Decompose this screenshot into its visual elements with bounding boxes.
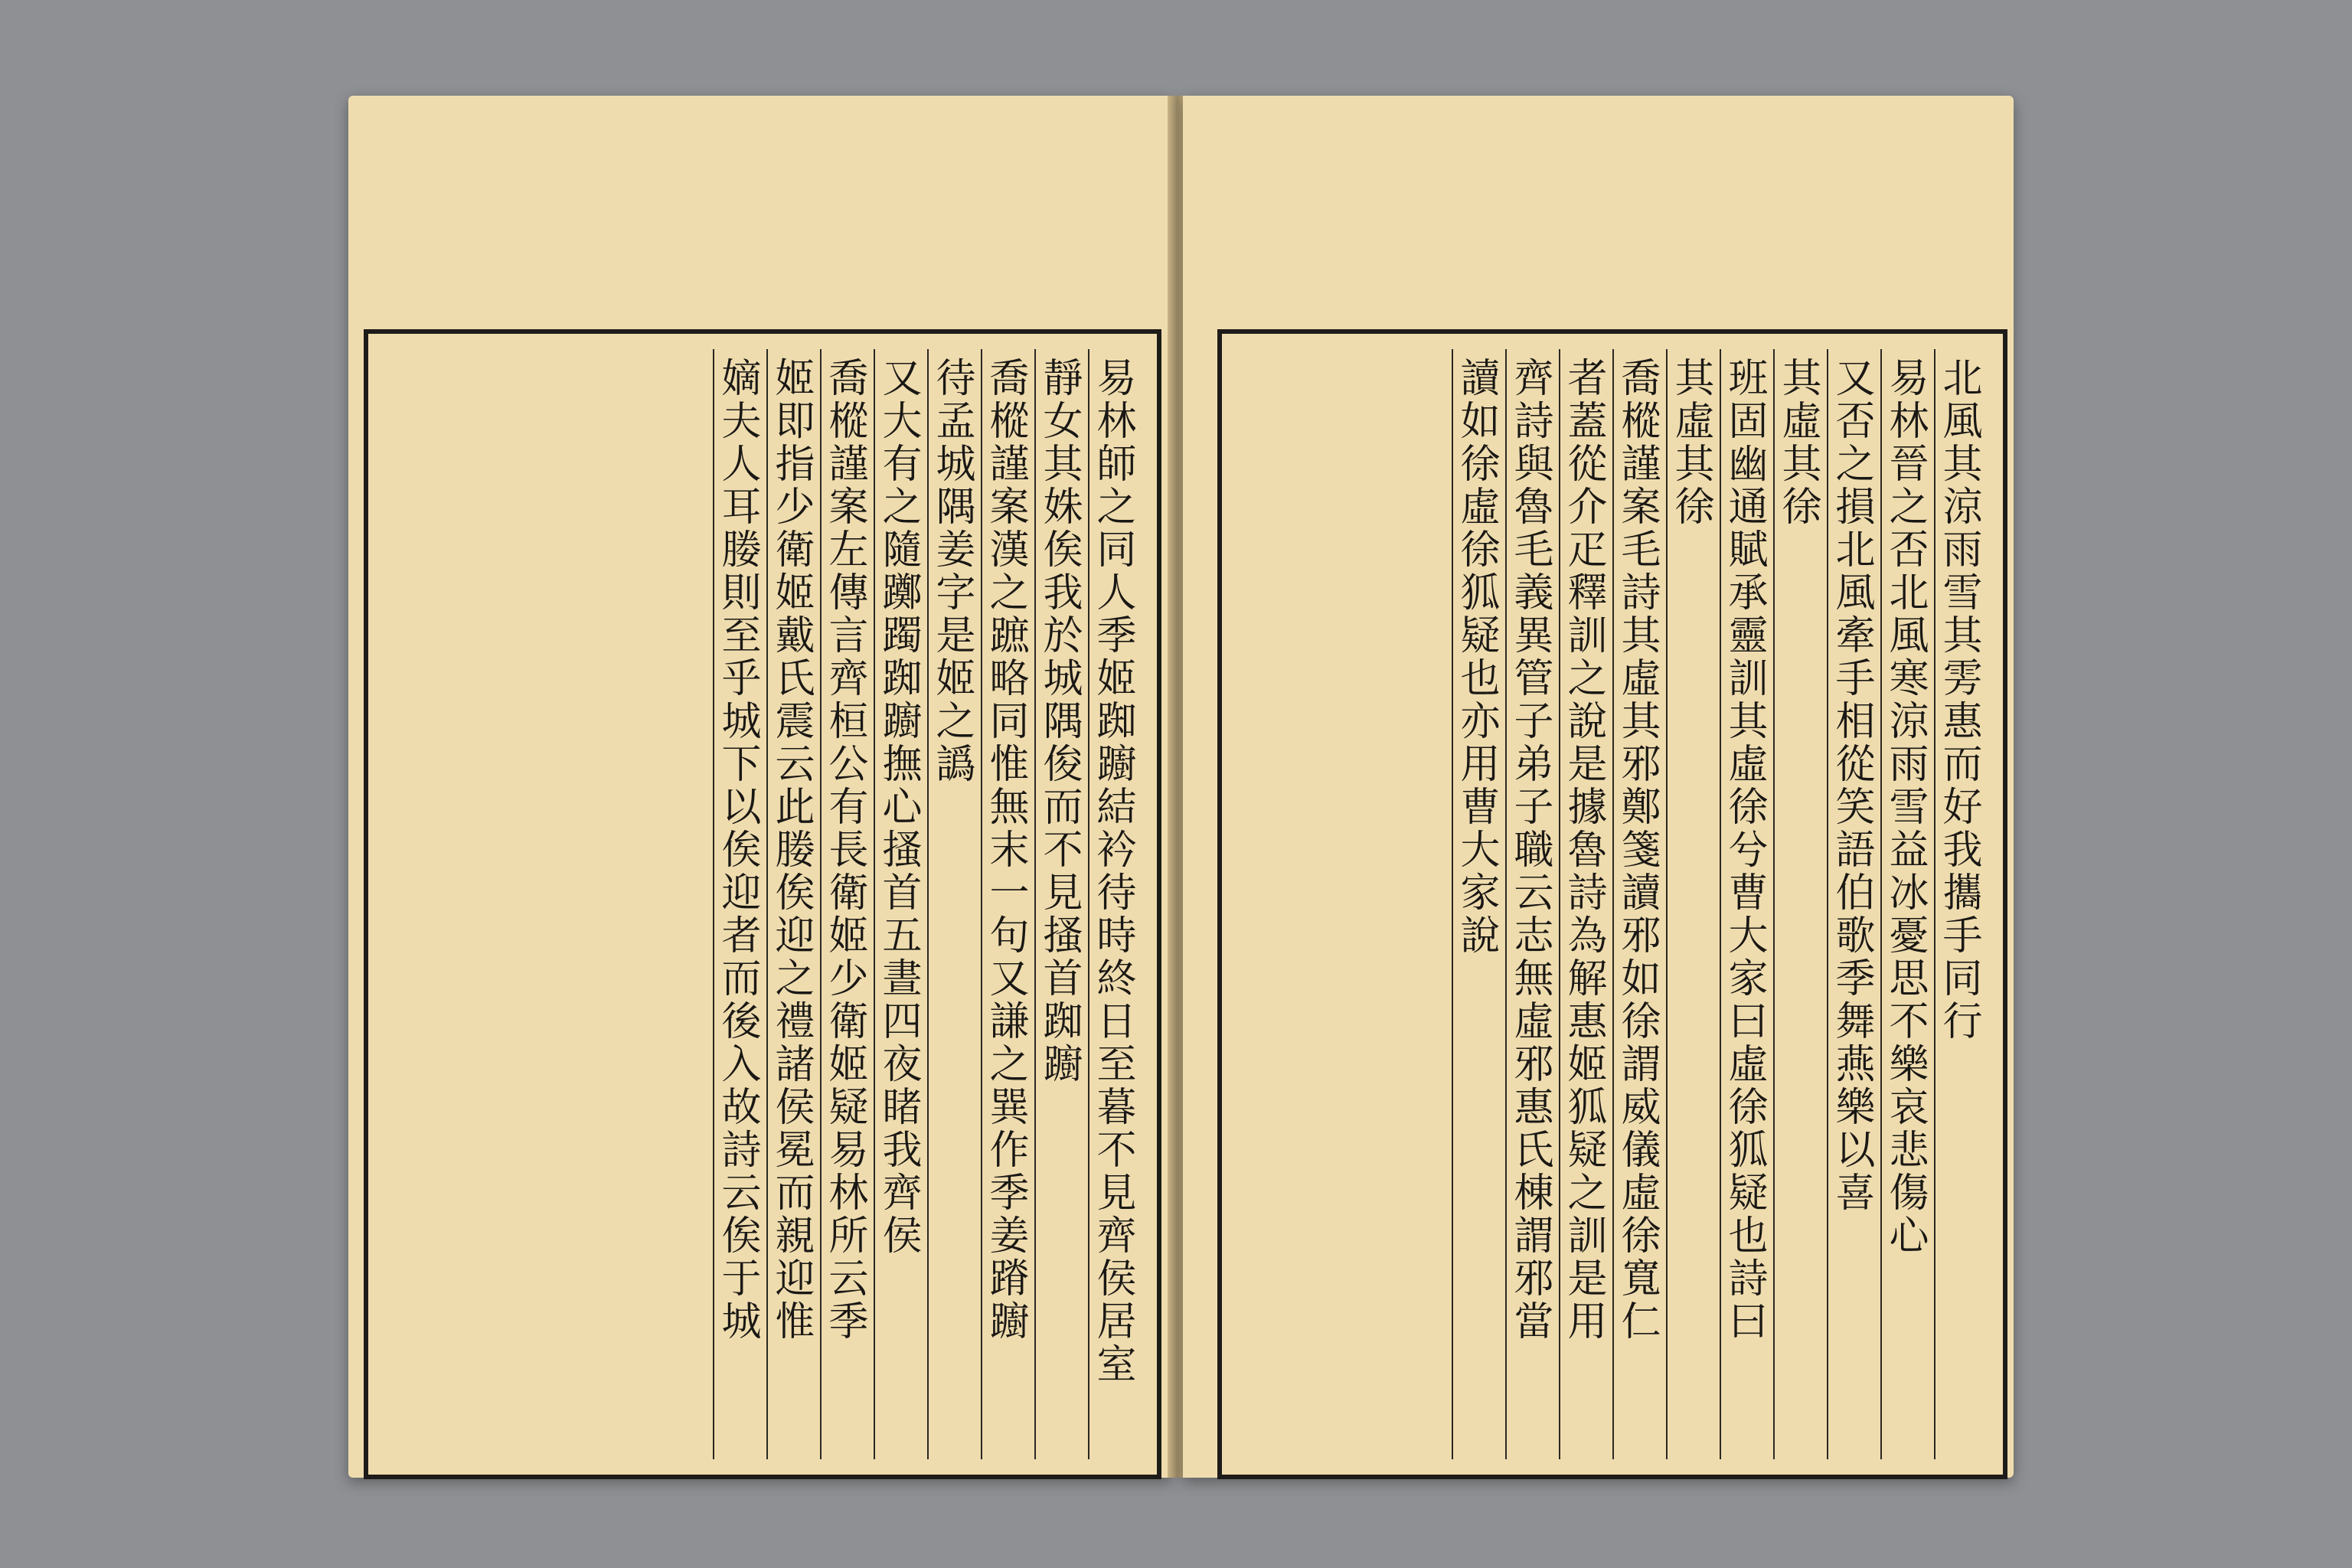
right-column-text: 易林晉之否北風寒涼雨雪益冰憂思不樂哀悲傷心 (1882, 357, 1928, 1257)
left-column (981, 349, 1028, 1459)
right-column-text: 其虛其徐 (1775, 357, 1821, 528)
right-column-text: 齊詩與魯毛義異管子弟子職云志無虛邪惠氏棟謂邪當 (1507, 357, 1553, 1343)
left-column (766, 349, 814, 1459)
right-column-text: 班固幽通賦承靈訓其虛徐兮曹大家曰虛徐狐疑也詩曰 (1721, 357, 1767, 1343)
left-column (713, 349, 760, 1459)
open-book (348, 96, 2014, 1478)
right-column (1666, 349, 1713, 1459)
left-column-text: 易林師之同人季姬踟躕結衿待時終日至暮不見齊侯居室 (1089, 357, 1135, 1386)
right-column-text: 喬樅謹案毛詩其虛其邪鄭箋讀邪如徐謂威儀虛徐寬仁 (1614, 357, 1660, 1343)
left-column-text: 姬即指少衛姬戴氏震云此媵俟迎之禮諸侯冕而親迎惟 (768, 357, 814, 1343)
left-page (348, 96, 1171, 1478)
left-column-text: 喬樅謹案漢之蹠略同惟無末一句又謙之巽作季姜蹐躕 (982, 357, 1028, 1343)
left-column (820, 349, 867, 1459)
right-column (1559, 349, 1606, 1459)
left-column (874, 349, 921, 1459)
right-column (1452, 349, 1499, 1459)
right-column (1934, 349, 1981, 1459)
right-column (1720, 349, 1767, 1459)
left-column-text: 嫡夫人耳媵則至乎城下以俟迎者而後入故詩云俟于城 (714, 357, 760, 1343)
right-column (1773, 349, 1821, 1459)
left-text-frame (364, 329, 1161, 1479)
right-column-text: 又否之損北風牽手相從笑語伯歌季舞燕樂以喜 (1828, 357, 1874, 1214)
left-column-text: 喬樅謹案左傳言齊桓公有長衛姬少衛姬疑易林所云季 (822, 357, 867, 1343)
left-column-text: 又大有之隨躑躅踟躕撫心搔首五晝四夜睹我齊侯 (875, 357, 921, 1257)
right-column-text: 其虛其徐 (1668, 357, 1713, 528)
left-column (927, 349, 975, 1459)
right-column (1827, 349, 1874, 1459)
right-column-text: 北風其涼雨雪其雱惠而好我攜手同行 (1936, 357, 1981, 1043)
right-column-text: 者蓋從介疋釋訓之說是據魯詩為解惠姬狐疑之訓是用 (1560, 357, 1606, 1343)
right-column (1505, 349, 1553, 1459)
right-text-frame (1217, 329, 2007, 1479)
left-column-text: 靜女其姝俟我於城隅俊而不見搔首踟躕 (1036, 357, 1082, 1086)
right-column (1612, 349, 1660, 1459)
left-column (1088, 349, 1135, 1459)
left-column-text: 待孟城隅姜字是姬之譌 (929, 357, 975, 786)
right-column (1880, 349, 1928, 1459)
right-column-text: 讀如徐虛徐狐疑也亦用曹大家說 (1453, 357, 1499, 957)
left-column (1034, 349, 1082, 1459)
right-page (1183, 96, 2014, 1478)
